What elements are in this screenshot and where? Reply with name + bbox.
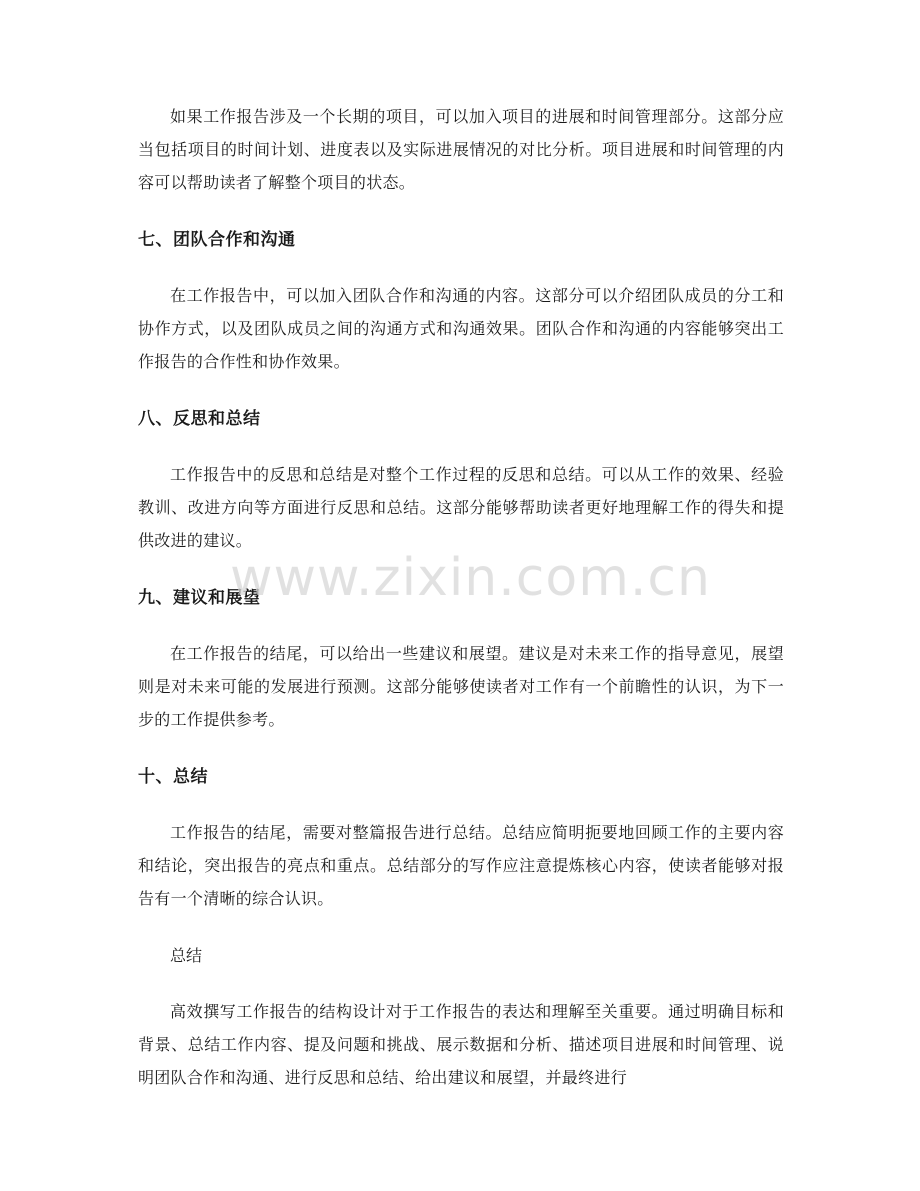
document-page xyxy=(138,100,784,1120)
paragraph-project-progress: 如果工作报告涉及一个长期的项目，可以加入项目的进展和时间管理部分。这部分应当包括项目的时间计划、进度表以及实际进展情况的对比分析。项目进展和时间管理的内容可以帮助读者了解整个项目的状态。 xyxy=(138,107,784,192)
paragraph-summary: 工作报告的结尾，需要对整篇报告进行总结。总结应简明扼要地回顾工作的主要内容和结论，突出报告的亮点和重点。总结部分的写作应注意提炼核心内容，使读者能够对报告有一个清晰的综合认识。 xyxy=(138,823,784,908)
paragraph-reflection-summary: 工作报告中的反思和总结是对整个工作过程的反思和总结。可以从工作的效果、经验教训、改进方向等方面进行反思和总结。这部分能够帮助读者更好地理解工作的得失和提供改进的建议。 xyxy=(138,465,784,550)
heading-summary: 十、总结 xyxy=(138,767,208,787)
heading-reflection-summary: 八、反思和总结 xyxy=(138,409,261,429)
heading-team-cooperation: 七、团队合作和沟通 xyxy=(138,230,296,250)
heading-suggestions-outlook: 九、建议和展望 xyxy=(138,588,261,608)
paragraph-team-cooperation: 在工作报告中，可以加入团队合作和沟通的内容。这部分可以介绍团队成员的分工和协作方式，以及团队成员之间的沟通方式和沟通效果。团队合作和沟通的内容能够突出工作报告的合作性和协作效果。 xyxy=(138,286,784,371)
subheading-conclusion: 总结 xyxy=(170,946,203,965)
watermark-text: www.zixin.com.cn xyxy=(230,548,711,608)
paragraph-conclusion: 高效撰写工作报告的结构设计对于工作报告的表达和理解至关重要。通过明确目标和背景、总结工作内容、提及问题和挑战、展示数据和分析、描述项目进展和时间管理、说明团队合作和沟通、进行反思和总结、给出建议和展望，并最终进行 xyxy=(138,1002,784,1087)
paragraph-suggestions-outlook: 在工作报告的结尾，可以给出一些建议和展望。建议是对未来工作的指导意见，展望则是对未来可能的发展进行预测。这部分能够使读者对工作有一个前瞻性的认识，为下一步的工作提供参考。 xyxy=(138,644,784,729)
